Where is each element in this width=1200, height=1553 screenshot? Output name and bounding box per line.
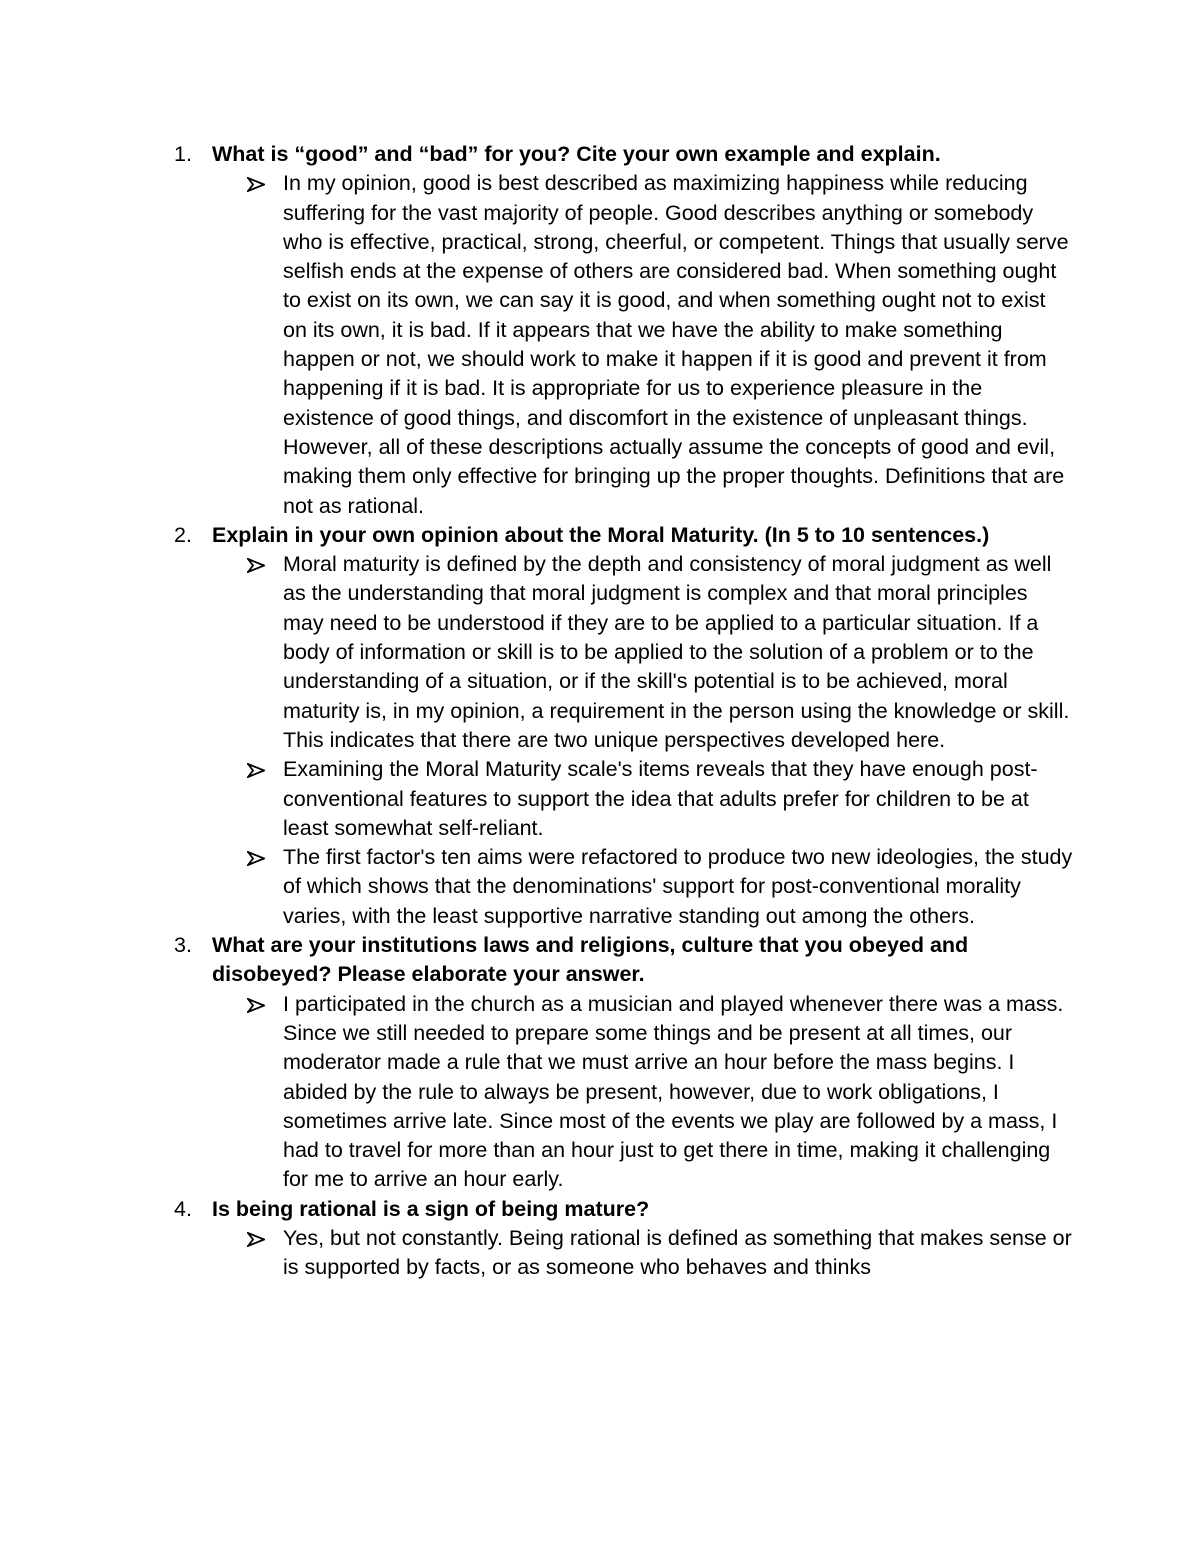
answer-text: Examining the Moral Maturity scale's items reveals that they have enough post-conventional features to support the idea that adults prefer for children to be at least somewhat self-reliant. <box>283 757 1038 840</box>
answer-list <box>0 169 1200 521</box>
question-number: 2. <box>174 522 192 547</box>
answer-text: I participated in the church as a musician and played whenever there was a mass. Since we still needed to prepare some things and be present at all times, our moderator made a rule that we must arrive an hour before the mass begins. I abided by the rule to always be present, however, due to work obligations, I sometimes arrive late. Since most of the events we play are followed by a mass, I had to travel for more than an hour just to get there in time, making it challenging for me to arrive an hour early. <box>283 991 1064 1192</box>
arrow-bullet-icon <box>247 998 265 1013</box>
arrow-bullet-icon <box>247 1232 265 1247</box>
answer-item <box>0 1224 1200 1283</box>
question-text: Is being rational is a sign of being mature? <box>212 1196 650 1221</box>
answer-list <box>0 1224 1200 1283</box>
answer-text: The first factor's ten aims were refactored to produce two new ideologies, the study of which shows that the denominations' support for post-conventional morality varies, with the least supportive narrative standing out among the others. <box>283 845 1073 928</box>
arrow-bullet-icon <box>247 763 265 778</box>
answer-item <box>0 550 1200 755</box>
answer-item <box>0 755 1200 843</box>
arrow-bullet-icon <box>247 851 265 866</box>
question-number: 1. <box>174 142 192 166</box>
arrow-bullet-icon <box>247 177 265 192</box>
question-number: 4. <box>174 1196 192 1221</box>
answer-text: Moral maturity is defined by the depth and consistency of moral judgment as well as the understanding that moral judgment is complex and that moral principles may need to be understood if they are to be applied to a particular situation. If a body of information or skill is to be applied to the solution of a problem or to the understanding of a situation, or if the skill's potential is to be achieved, moral maturity is, in my opinion, a requirement in the person using the knowledge or skill. This indicates that there are two unique perspectives developed here. <box>283 552 1070 752</box>
question-list <box>0 140 1200 1283</box>
answer-list <box>0 990 1200 1195</box>
answer-item <box>0 990 1200 1195</box>
question-item <box>0 931 1200 1195</box>
answer-item <box>0 843 1200 931</box>
answer-text: In my opinion, good is best described as maximizing happiness while reducing suffering for the vast majority of people. Good describes anything or somebody who is effective, practical, strong, cheerful, or competent. Things that usually serve selfish ends at the expense of others are considered bad. When something ought to exist on its own, we can say it is good, and when something ought not to exist on its own, it is bad. If it appears that we have the ability to make something happen or not, we should work to make it happen if it is good and prevent it from happening if it is bad. It is appropriate for us to experience pleasure in the existence of good things, and discomfort in the existence of unpleasant things. However, all of these descriptions actually assume the concepts of good and evil, making them only effective for bringing up the proper thoughts. Definitions that are not as rational. <box>283 171 1069 518</box>
answer-text: Yes, but not constantly. Being rational is defined as something that makes sense or is supported by facts, or as someone who behaves and thinks <box>283 1225 1072 1280</box>
answer-item <box>0 169 1200 521</box>
question-item <box>0 1195 1200 1283</box>
question-text: Explain in your own opinion about the Moral Maturity. (In 5 to 10 sentences.) <box>212 522 990 547</box>
question-item <box>0 140 1200 521</box>
question-item <box>0 521 1200 931</box>
answer-list <box>0 550 1200 931</box>
arrow-bullet-icon <box>247 558 265 573</box>
question-number: 3. <box>174 933 192 958</box>
question-text: What is “good” and “bad” for you? Cite your own example and explain. <box>212 142 941 166</box>
question-text: What are your institutions laws and religions, culture that you obeyed and disobeyed? Please elaborate your answer. <box>212 933 969 987</box>
